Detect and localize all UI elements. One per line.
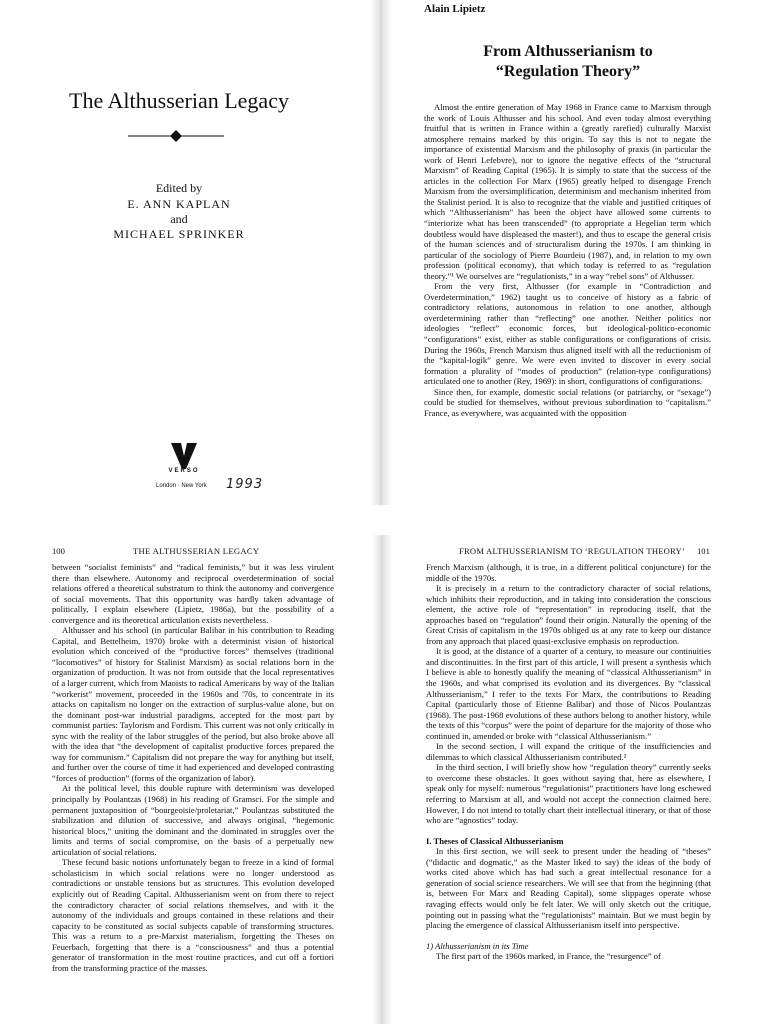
page-101-paragraph: It is good, at the distance of a quarter of a century, to measure our continuities and discontinuities. In the first part of this article, I will present a synthesis which I believe is able to honestly qualify the meaning of “classical Althusserianism” in the 1960s, and what comprised its evolution and its divergences. By “classical Althusserianism,” I refer to the texts For Marx, the contributions to Reading Capital (particularly those of Etienne Balibar) and those of Nicos Poulantzas (1968). The post-1968 evolutions of these authors belong to another history, while the texts of this “corpus” were the point of departure for the majority of those who continued in, amended or broke with “classical Althusserianism.”	[426, 646, 711, 741]
chapter-paragraph: From the very first, Althusser (for example in “Contradiction and Overdetermination,” 1962) taught us to conceive of history as a fabric of contradictory relations, autonomous in relation to one another, although overdetermining rather than “reflecting” one another. Neither politics nor ideologies “reflect” economic forces, but ideological-politico-economic “configurations” exist, either as stable configurations or configurations of crisis. During the 1960s, French Marxism thus aligned itself with all the reductionism of the “kapital-logik” genre. We were even invited to discover in every social formation a plurality of “modes of production” (relation-type configurations) articulated one to another (Rey, 1969): in short, configurations of configurations.	[424, 281, 711, 387]
page-100-body	[52, 562, 334, 973]
running-head-left: THE ALTHUSSERIAN LEGACY	[133, 546, 260, 556]
handwritten-year: 1993	[226, 477, 264, 492]
last-line: The first part of the 1960s marked, in France, the “resurgence” of	[436, 951, 661, 962]
edited-by: Edited by	[155, 181, 203, 195]
chapter-title-line2: “Regulation Theory”	[495, 63, 641, 80]
page-100-paragraph: These fecund basic notions unfortunately began to freeze in a kind of formal scholasticism in which social relations were no longer understood as contradictions or unstable tensions but as structures. This evolution developed explicitly out of Reading Capital. Althusserianism went on from there to reject the contradictory character of social relations themselves, and with it the autonomy of the individuals and groups contained in these relations and their capacity to be constituted as social subjects capable of transforming structures. This was a return to a pre-Marxist materialism, forgetting the Theses on Feuerbach, forgetting that there is a “consciousness” and thus a potential generator of transformation in the most routine practices, and cut off a fortiori from the transforming practice of the masses.	[52, 857, 334, 973]
page-101-paragraph: In the third section, I will briefly show how “regulation theory” currently seeks to overcome these obstacles. It goes without saying that, here as elsewhere, I speak only for myself: numerous “regulationist” practitioners have long eschewed referring to Marxism at all, and would not accept the connection claimed here. However, I do not intend to totally chart their intellectual itinerary, or that of those who are “agnostics” today.	[426, 762, 711, 826]
page-101-paragraph: It is precisely in a return to the contradictory character of social relations, which inhibits their reproduction, and in taking into consideration the conscious element, the active role of “representation” in reproducing itself, that the approaches based on “regulation” found their origin. Naturally the opening of the Great Crisis of capitalism in the 1970s obliged us at any rate to keep our distance from any approach that placed quasi-exclusive emphasis on reproduction.	[426, 583, 711, 646]
section-heading: I. Theses of Classical Althusserianism	[426, 835, 564, 846]
page-101-body	[426, 562, 711, 962]
chapter-page	[392, 0, 768, 505]
editor-conjunction: and	[170, 212, 188, 226]
publisher-cities: London · New York	[156, 483, 207, 489]
page-100-paragraph: between “socialist feminists” and “radical feminists,” but it was less virulent there than elsewhere. Autonomy and reciprocal overdetermination of social relations offered a theoretical substratum to think the autonomy and convergence of social movements. That this opportunity was hardly taken advantage of politically, I explain elsewhere (Lipietz, 1986a), but the possibility of a convergence and its theoretical articulation exists nevertheless.	[52, 562, 334, 625]
spine-gutter-bottom	[372, 535, 392, 1024]
verso-logo-icon	[170, 442, 198, 470]
running-head-right: FROM ALTHUSSERIANISM TO ‘REGULATION THEORY’	[459, 546, 686, 556]
section-paragraph: In this first section, we will seek to present under the heading of “theses” (“didactic and dogmatic,” as the Master liked to say) the ideas of the body of works cited above which has had such a great intellectual resonance for a generation of social science researchers. We will see that from the beginning (that is, between For Marx and Reading Capital), some slippages operate whose ravaging effects would only be felt later. We will only sketch out the critique, pointing out in passing what the “regulationists” maintain. But we must begin by placing the emergence of classical Althusserianism itself into perspective.	[426, 846, 711, 931]
page-101	[392, 535, 768, 1024]
page-number-right: 101	[697, 546, 710, 556]
page-100	[0, 535, 370, 1024]
chapter-body	[424, 102, 711, 418]
title-page	[0, 0, 370, 505]
page-101-paragraph: French Marxism (although, it is true, in a different political conjuncture) for the middle of the 1970s.	[426, 562, 711, 583]
publisher-name: VERSO	[168, 468, 200, 474]
editor-2: MICHAEL SPRINKER	[113, 227, 245, 241]
page-100-paragraph: At the political level, this double rupture with determinism was developed principally by Poulantzas (1968) in his reading of Gramsci. For the simple and permanent juxtaposition of “bourgeoisie/proletariat,” Poulantzas substituted the stabilization and dilution of successive, and always original, “hegemonic historical blocs,” uniting the dominant and the dominated in struggles over the limits and terms of social compromise, on the basis of a perpetually new articulation of social relations.	[52, 783, 334, 857]
chapter-title-line1: From Althusserianism to	[483, 43, 653, 60]
title-ornament	[128, 129, 224, 143]
editor-1: E. ANN KAPLAN	[127, 197, 231, 211]
chapter-paragraph: Almost the entire generation of May 1968 in France came to Marxism through the work of Louis Althusser and his school. And even today almost everything fruitful that is written in France within a (greatly rarefied) culturally Marxist atmosphere remains marked by this origin. To say this is not to negate the importance of existential Marxism and the philosophy of praxis (in particular the work of Henri Lefebvre), nor to ignore the negative effects of the “structural Marxism” of Reading Capital (1965). It is simply to state that the success of the articles in the collection For Marx (1965) greatly helped to disengage French Marxism from the oversimplification, determinism and mechanism inherited from the Stalinist period. It is also to recognize that the viable and justified critiques of which “Althusserianism” has been the object have allowed some currents to “interiorize what has been transcended” (to appropriate a Hegelian term which doubtless would have displeased the master!), and thus to escape the general crisis of the human sciences and of structuralism during the 1970s. I am thinking in particular of the sociology of Pierre Bourdeiu (1987), and, in relation to my own profession (political economy), that which today is referred to as “regulation theory.”¹ We ourselves are “regulationists,” in a way “rebel sons” of Althusser.	[424, 102, 711, 281]
spine-gutter-top	[370, 0, 392, 505]
page-100-paragraph: Althusser and his school (in particular Balibar in his contribution to Reading Capital, and Bettelheim, 1970) broke with a determinist vision of historical evolution which conceived of the “productive forces” themselves (traditional “locomotives” of history for Stalinist Marxism) as social relations born in the organization of production. It was not from outside that the local representatives of a larger current, which from Maoists to radical Americans by way of the Italian “workerist” movement, proceeded in the 1960s and '70s, to concentrate in its attacks on capitalism no longer on the extraction of surplus-value alone, but on the dominant post-war industrial paradigms, accepted for the most part by communist parties: Taylorism and Fordism. This current was not only critically in sync with the reality of the labor struggles of the period, but also broke above all with the idea that “the development of capitalist productive forces prepared the way for communism.” Capitalism did not prepare the way for anything but itself, and further over the course of time it had experienced and developed contrasting “forces of production” (forms of the organization of labor).	[52, 625, 334, 783]
subheading: 1) Althusserianism in its Time	[426, 940, 529, 951]
chapter-author: Alain Lipietz	[424, 3, 486, 15]
book-title: The Althusserian Legacy	[69, 88, 289, 113]
page-101-paragraph: In the second section, I will expand the critique of the insufficiencies and dilemmas to which classical Althusserianism contributed.²	[426, 741, 711, 762]
page-number-left: 100	[52, 546, 65, 556]
chapter-paragraph: Since then, for example, domestic social relations (or patriarchy, or “sexage”) could be studied for themselves, without previous subordination to “capitalism.” France, as everywhere, was acquainted with the opposition	[424, 386, 711, 418]
